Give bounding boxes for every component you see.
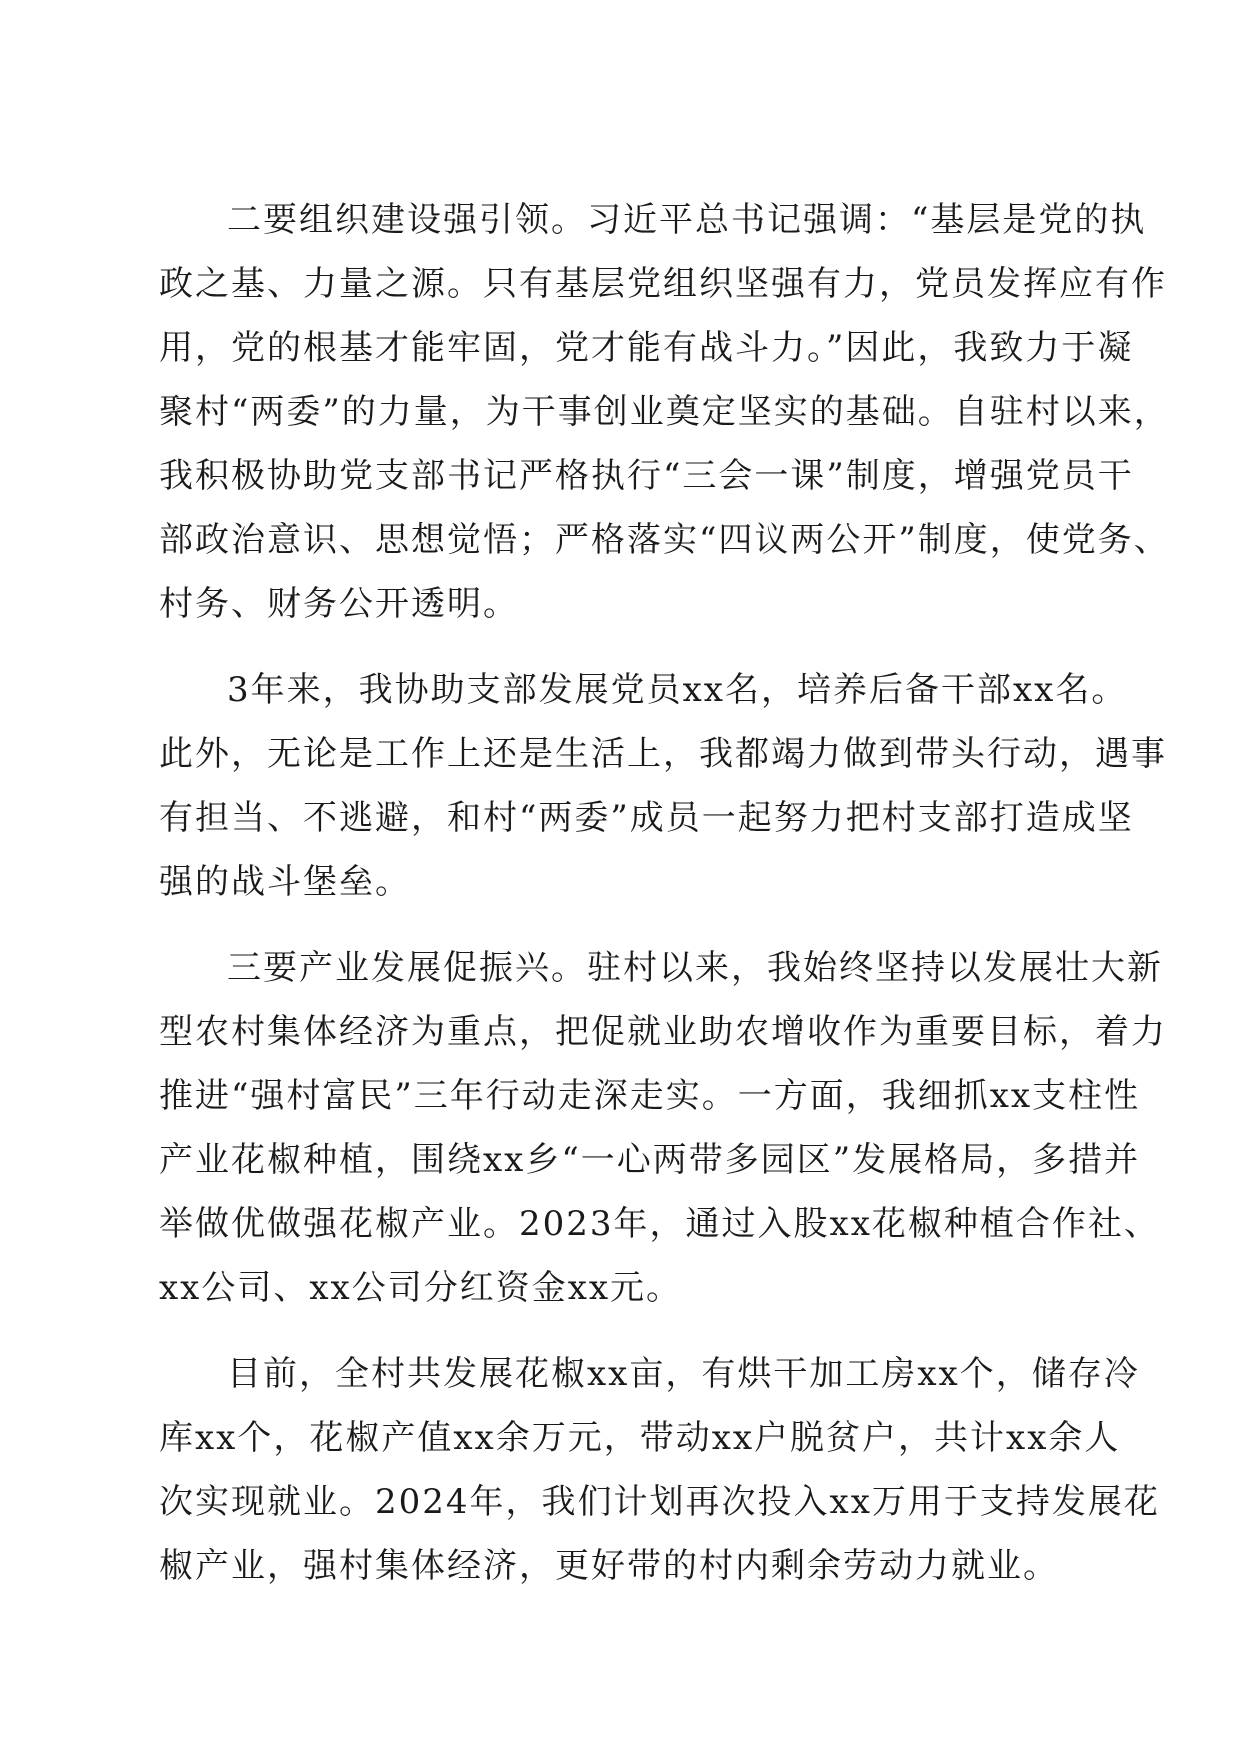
text-line: 部政治意识、思想觉悟；严格落实“四议两公开”制度，使党务、 bbox=[159, 520, 1170, 560]
paragraph-three-years bbox=[159, 658, 1167, 914]
text-line: 我积极协助党支部书记严格执行“三会一课”制度，增强党员干 bbox=[159, 456, 1134, 496]
text-line: 强的战斗堡垒。 bbox=[159, 862, 411, 902]
text-line: 举做优做强花椒产业。2023年，通过入股xx花椒种植合作社、 bbox=[159, 1204, 1160, 1244]
text-line: 村务、财务公开透明。 bbox=[159, 584, 519, 624]
text-line: 二要组织建设强引领。习近平总书记强调：“基层是党的执 bbox=[227, 200, 1147, 240]
text-line: 有担当、不逃避，和村“两委”成员一起努力把村支部打造成坚 bbox=[159, 798, 1134, 838]
text-line: xx公司、xx公司分红资金xx元。 bbox=[159, 1268, 683, 1308]
text-line: 政之基、力量之源。只有基层党组织坚强有力，党员发挥应有作 bbox=[159, 264, 1167, 304]
document-body bbox=[159, 188, 1170, 1598]
text-line: 次实现就业。2024年，我们计划再次投入xx万用于支持发展花 bbox=[159, 1482, 1160, 1522]
text-line: 库xx个，花椒产值xx余万元，带动xx户脱贫户，共计xx余人 bbox=[159, 1418, 1121, 1458]
paragraph-gap bbox=[159, 636, 1064, 658]
text-line: 聚村“两委”的力量，为干事创业奠定坚实的基础。自驻村以来， bbox=[159, 392, 1170, 432]
paragraph-current bbox=[159, 1342, 1160, 1598]
text-line: 目前，全村共发展花椒xx亩，有烘干加工房xx个，储存冷 bbox=[227, 1354, 1140, 1394]
paragraph-gap bbox=[159, 914, 1064, 936]
text-line: 3年来，我协助支部发展党员xx名，培养后备干部xx名。 bbox=[227, 670, 1128, 710]
paragraph-industry bbox=[159, 936, 1167, 1320]
text-line: 用，党的根基才能牢固，党才能有战斗力。”因此，我致力于凝 bbox=[159, 328, 1134, 368]
text-line: 三要产业发展促振兴。驻村以来，我始终坚持以发展壮大新 bbox=[227, 948, 1163, 988]
paragraph-gap bbox=[159, 1320, 1064, 1342]
text-line: 此外，无论是工作上还是生活上，我都竭力做到带头行动，遇事 bbox=[159, 734, 1167, 774]
text-line: 型农村集体经济为重点，把促就业助农增收作为重要目标，着力 bbox=[159, 1012, 1167, 1052]
text-line: 产业花椒种植，围绕xx乡“一心两带多园区”发展格局，多措并 bbox=[159, 1140, 1141, 1180]
paragraph-organization bbox=[159, 188, 1170, 636]
text-line: 椒产业，强村集体经济，更好带的村内剩余劳动力就业。 bbox=[159, 1546, 1059, 1586]
text-line: 推进“强村富民”三年行动走深走实。一方面，我细抓xx支柱性 bbox=[159, 1076, 1141, 1116]
